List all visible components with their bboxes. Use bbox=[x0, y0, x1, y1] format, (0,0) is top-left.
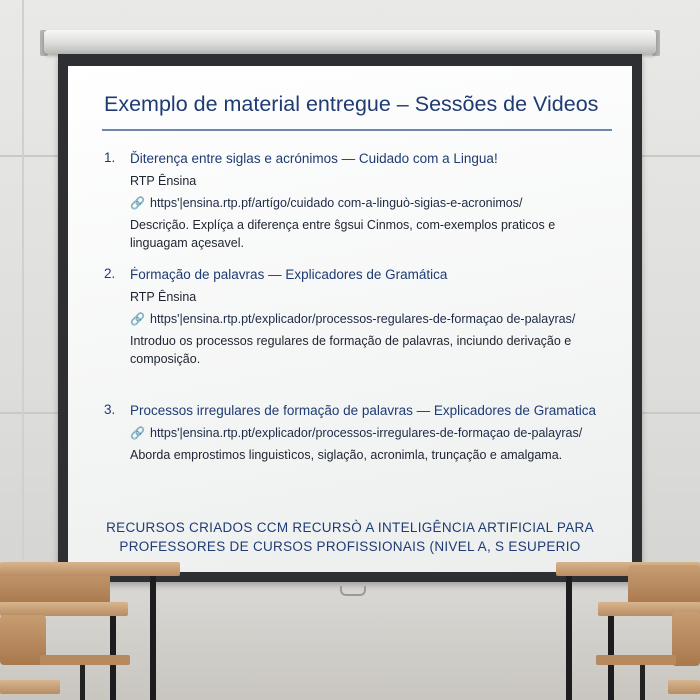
item-description: Introduo os processos regulares de formação de palavras, inciundo derivação e composição. bbox=[130, 334, 572, 366]
item-heading: Ďiterença entre siglas e acrónimos — Cuidado com a Lingua! bbox=[130, 151, 498, 166]
link-icon: 🔗 bbox=[130, 312, 145, 326]
desk bbox=[0, 602, 128, 616]
screen-roller bbox=[44, 30, 656, 54]
item-description: Aborda emprostimos linguistìcos, siglação, acronimla, trunçação e amalgama. bbox=[130, 448, 563, 462]
item-link[interactable]: https'|ensina.rtp.pt/explicador/processos-regulares-de-formaçao de-palayras/ bbox=[150, 312, 576, 326]
resource-item bbox=[104, 150, 604, 252]
item-number: 3. bbox=[104, 402, 116, 417]
desk bbox=[0, 680, 60, 694]
item-link-row[interactable] bbox=[130, 310, 604, 328]
item-link-row[interactable] bbox=[130, 194, 604, 212]
resource-item bbox=[104, 402, 604, 464]
item-publisher: RTP Ênsina bbox=[130, 174, 197, 188]
link-icon: 🔗 bbox=[130, 426, 145, 440]
chair-seat bbox=[40, 655, 130, 665]
footer-line: PROFESSORES DE CURSOS PROFISSIONAIS (NIVEL A, S ESUPERIO bbox=[119, 539, 581, 554]
desk bbox=[668, 680, 700, 694]
resource-item bbox=[104, 266, 604, 368]
item-number: 1. bbox=[104, 150, 116, 165]
screen-pull-handle bbox=[340, 586, 366, 596]
item-description: Descrição. Explíça a diferença entre ŝgsui Cinmos, com-exemplos praticos e linguagam açesavel. bbox=[130, 218, 556, 250]
item-link[interactable]: https'|ensina.rtp.pt/explicador/processos-irregulares-de-formaçao de-palayras/ bbox=[150, 426, 583, 440]
desk-leg bbox=[566, 576, 572, 700]
chair-leg bbox=[80, 665, 85, 700]
link-icon: 🔗 bbox=[130, 196, 145, 210]
item-heading: Processos irregulares de formação de palavras — Explicadores de Gramatica bbox=[130, 403, 596, 418]
chair-back bbox=[672, 612, 700, 666]
wall-panel-seam bbox=[22, 0, 24, 560]
slide-title: Exemplo de material entregue – Sessões de Videos bbox=[104, 92, 599, 116]
title-divider bbox=[102, 129, 612, 131]
chair-leg bbox=[640, 665, 645, 700]
item-link[interactable]: https'|ensina.rtp.pf/artígo/cuidado com-a-linguò-sigias-e-acronimos/ bbox=[150, 196, 523, 210]
chair-back bbox=[628, 565, 700, 605]
desk bbox=[0, 562, 180, 576]
projector-screen bbox=[68, 66, 632, 572]
desk-leg bbox=[150, 576, 156, 700]
item-publisher: RTP Ênsina bbox=[130, 290, 197, 304]
item-heading: Ḟormação de palavras — Explicadores de Gramática bbox=[130, 267, 448, 282]
footer-line: RECURSOS CRIADOS CCM RECURSÒ A INTELIGÊNCIA ARTIFICIAL PARA bbox=[106, 520, 594, 535]
item-number: 2. bbox=[104, 266, 116, 281]
chair-seat bbox=[596, 655, 676, 665]
slide-footer bbox=[88, 518, 612, 556]
item-link-row[interactable] bbox=[130, 424, 604, 442]
